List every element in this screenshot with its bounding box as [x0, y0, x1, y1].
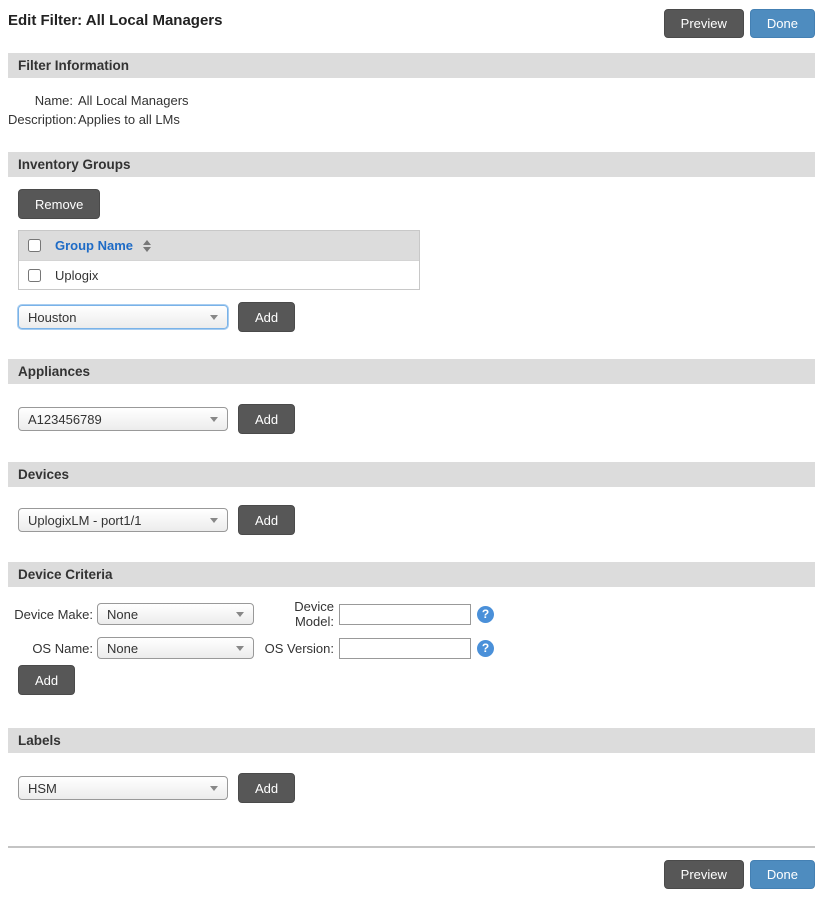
label-add-row: [18, 773, 815, 803]
section-header-devices: Devices: [8, 462, 815, 487]
chevron-down-icon: [210, 786, 218, 791]
add-label-button[interactable]: Add: [238, 773, 295, 803]
device-model-label: Device Model:: [294, 599, 334, 629]
sort-icon[interactable]: [143, 240, 151, 252]
device-make-select-value: None: [107, 606, 139, 622]
chevron-down-icon: [236, 646, 244, 651]
done-button[interactable]: Done: [750, 860, 815, 889]
appliance-add-row: [18, 404, 815, 434]
preview-button[interactable]: Preview: [664, 9, 744, 38]
os-name-select[interactable]: [97, 637, 254, 659]
os-name-row: [8, 637, 815, 659]
device-make-select[interactable]: [97, 603, 254, 625]
table-row: [19, 260, 419, 289]
chevron-down-icon: [236, 612, 244, 617]
add-device-button[interactable]: Add: [238, 505, 295, 535]
chevron-down-icon: [210, 518, 218, 523]
device-criteria-body: [8, 599, 815, 695]
remove-inventory-group-button[interactable]: Remove: [18, 189, 100, 219]
section-header-filter-information: Filter Information: [8, 53, 815, 78]
os-version-input[interactable]: [339, 638, 471, 659]
os-version-label: OS Version:: [264, 640, 334, 656]
help-icon[interactable]: ?: [477, 606, 494, 623]
page-header: [8, 0, 815, 38]
inventory-group-select[interactable]: [18, 305, 228, 329]
label-select[interactable]: [18, 776, 228, 800]
group-name-column-header[interactable]: Group Name: [55, 238, 134, 253]
filter-name-label: Name:: [34, 93, 73, 108]
device-make-row: [8, 599, 815, 629]
footer-divider: [8, 846, 815, 848]
filter-name-row: [8, 91, 815, 110]
section-header-device-criteria: Device Criteria: [8, 562, 815, 587]
device-select[interactable]: [18, 508, 228, 532]
inventory-group-add-row: [18, 302, 815, 332]
chevron-down-icon: [210, 315, 218, 320]
device-model-input[interactable]: [339, 604, 471, 625]
labels-body: [8, 773, 815, 803]
add-device-criteria-button[interactable]: Add: [18, 665, 75, 695]
label-select-value: HSM: [28, 780, 57, 796]
filter-information-fields: [8, 91, 815, 129]
header-actions: [664, 9, 815, 38]
filter-name-value: All Local Managers: [78, 93, 189, 108]
appliances-body: [8, 404, 815, 434]
inventory-groups-table-header: [19, 231, 419, 260]
filter-description-label: Description:: [8, 112, 77, 127]
appliance-select-value: A123456789: [28, 411, 102, 427]
done-button[interactable]: Done: [750, 9, 815, 38]
filter-description-value: Applies to all LMs: [78, 112, 180, 127]
page-title: Edit Filter: All Local Managers: [8, 12, 223, 29]
os-name-label: OS Name:: [32, 640, 93, 656]
inventory-group-select-value: Houston: [28, 309, 77, 325]
preview-button[interactable]: Preview: [664, 860, 744, 889]
footer-actions: [8, 860, 815, 889]
select-all-checkbox[interactable]: [28, 239, 41, 252]
device-add-row: [18, 505, 815, 535]
device-select-value: UplogixLM - port1/1: [28, 512, 142, 528]
section-header-labels: Labels: [8, 728, 815, 753]
devices-body: [8, 505, 815, 535]
add-inventory-group-button[interactable]: Add: [238, 302, 295, 332]
chevron-down-icon: [210, 417, 218, 422]
inventory-groups-body: [8, 189, 815, 332]
appliance-select[interactable]: [18, 407, 228, 431]
help-icon[interactable]: ?: [477, 640, 494, 657]
row-checkbox[interactable]: [28, 269, 41, 282]
device-make-label: Device Make:: [14, 606, 93, 622]
section-header-appliances: Appliances: [8, 359, 815, 384]
filter-description-row: [8, 110, 815, 129]
os-name-select-value: None: [107, 640, 139, 656]
inventory-groups-table: [18, 230, 420, 290]
add-appliance-button[interactable]: Add: [238, 404, 295, 434]
group-name-cell: Uplogix: [55, 267, 99, 283]
section-header-inventory-groups: Inventory Groups: [8, 152, 815, 177]
